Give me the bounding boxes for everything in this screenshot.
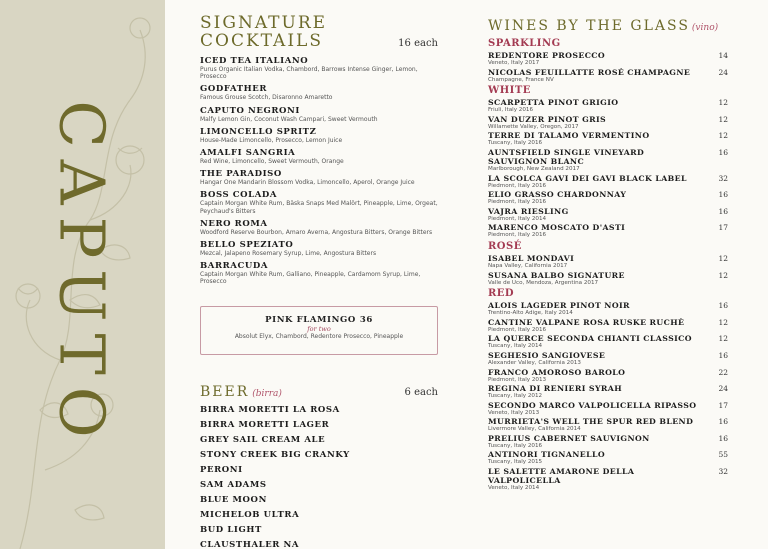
wine-item <box>488 254 728 270</box>
wine-item <box>488 368 728 384</box>
wine-item <box>488 223 728 239</box>
wine-item <box>488 115 728 131</box>
wine-item <box>488 51 728 67</box>
cocktail-name: NERO ROMA <box>200 218 268 229</box>
wine-price: 16 <box>718 350 728 360</box>
wine-price: 12 <box>718 131 728 141</box>
wine-price: 16 <box>718 301 728 311</box>
wine-price: 24 <box>718 384 728 394</box>
cocktail-item <box>200 56 440 80</box>
beer-tag: (birra) <box>252 389 282 399</box>
wine-price: 17 <box>718 400 728 410</box>
cocktail-item <box>200 148 440 165</box>
pink-flamingo-price: 36 <box>359 315 373 325</box>
wine-name: LA QUERCE SECONDA CHIANTI CLASSICO <box>488 334 692 344</box>
wine-name: PRELIUS CABERNET SAUVIGNON <box>488 433 650 443</box>
wine-desc: Veneto, Italy 2017 <box>488 60 540 66</box>
wine-name: LE SALETTE AMARONE DELLA VALPOLICELLA <box>488 467 635 486</box>
wine-name: SECONDO MARCO VALPOLICELLA RIPASSO <box>488 400 697 410</box>
wine-section-label: ROSÉ <box>488 240 522 252</box>
wine-price: 16 <box>718 206 728 216</box>
pink-flamingo-desc: Absolut Elyx, Chambord, Redentore Prosecco, Pineapple <box>234 333 404 340</box>
cocktail-name: BELLO SPEZIATO <box>200 240 294 251</box>
cocktail-desc: Malfy Lemon Gin, Coconut Wash Campari, Sweet Vermouth <box>200 115 378 123</box>
wine-name: NICOLAS FEUILLATTE ROSÉ CHAMPAGNE <box>488 67 691 77</box>
wine-item <box>488 401 728 417</box>
wine-desc: Piedmont, Italy 2016 <box>488 326 547 333</box>
wine-item <box>488 417 728 433</box>
beer-item: BUD LIGHT <box>200 525 262 535</box>
wine-price: 16 <box>718 190 728 200</box>
wine-item <box>488 434 728 450</box>
wine-desc: Alexander Valley, California 2013 <box>488 359 581 366</box>
cocktail-name: GODFATHER <box>200 84 268 95</box>
wine-item <box>488 207 728 223</box>
cocktail-name: CAPUTO NEGRONI <box>200 105 300 116</box>
wine-item <box>488 190 728 206</box>
pink-flamingo-title <box>201 315 437 325</box>
wine-desc: Tuscany, Italy 2016 <box>488 140 543 147</box>
wine-desc: Champagne, France NV <box>488 76 554 83</box>
cocktail-name: BOSS COLADA <box>200 190 278 201</box>
wine-section-label: SPARKLING <box>488 38 561 49</box>
cocktail-desc: Mezcal, Jalapeno Rosemary Syrup, Lime, Angostura Bitters <box>200 250 377 258</box>
beer-item: CLAUSTHALER NA <box>200 540 300 549</box>
wines-heading <box>488 18 718 34</box>
wine-price: 12 <box>718 253 728 263</box>
beer-item: PERONI <box>200 465 243 475</box>
wine-name: MARENCO MOSCATO D'ASTI <box>488 223 626 233</box>
beer-price: 6 each <box>404 387 438 398</box>
wine-item <box>488 174 728 190</box>
beer-item: BIRRA MORETTI LAGER <box>200 420 330 430</box>
signature-cocktails-heading <box>200 14 350 50</box>
heading-line-2: COCKTAILS <box>200 31 323 51</box>
wine-price: 16 <box>718 147 728 157</box>
wine-name: REDENTORE PROSECCO <box>488 51 606 60</box>
wine-item <box>488 318 728 334</box>
cocktail-name: ICED TEA ITALIANO <box>200 56 309 66</box>
wine-item <box>488 450 728 466</box>
wine-name: ELIO GRASSO CHARDONNAY <box>488 190 627 200</box>
wine-desc: Napa Valley, California 2017 <box>488 262 568 269</box>
cocktail-desc: Purus Organic Italian Vodka, Chambord, Barrows Intense Ginger, Lemon, Prosecco <box>200 66 418 81</box>
wine-price: 12 <box>718 98 728 108</box>
brand-logo: CAPUTO <box>45 100 119 450</box>
wine-desc: Tuscany, Italy 2012 <box>488 393 543 400</box>
cocktail-desc: Hangar One Mandarin Blossom Vodka, Limoncello, Aperol, Orange Juice <box>200 179 415 187</box>
wine-desc: Tuscany, Italy 2016 <box>488 442 543 449</box>
pink-flamingo-box <box>200 306 438 355</box>
wine-item <box>488 271 728 287</box>
cocktail-name: THE PARADISO <box>200 169 282 180</box>
wine-desc: Tuscany, Italy 2014 <box>488 343 543 350</box>
wine-desc: Piedmont, Italy 2016 <box>488 199 547 206</box>
beer-item: SAM ADAMS <box>200 480 267 490</box>
wines-tag: (vino) <box>691 23 719 33</box>
cocktail-list <box>200 56 440 290</box>
wine-price: 17 <box>718 223 728 233</box>
wine-desc: Marlborough, New Zealand 2017 <box>488 165 580 172</box>
wine-price: 16 <box>718 417 728 427</box>
wine-price: 14 <box>718 51 728 60</box>
wine-item <box>488 384 728 400</box>
cocktail-item <box>200 240 440 257</box>
brand-sidebar <box>0 0 165 549</box>
wine-name: MURRIETA'S WELL THE SPUR RED BLEND <box>488 417 694 427</box>
wine-price: 32 <box>718 467 728 477</box>
wine-item <box>488 467 728 492</box>
wines-column <box>488 0 728 549</box>
cocktail-desc: Woodford Reserve Bourbon, Amaro Averna, Angostura Bitters, Orange Bitters <box>200 228 433 236</box>
wine-item <box>488 131 728 147</box>
wine-desc: Willamette Valley, Oregon, 2017 <box>488 123 579 130</box>
wine-name: ANTINORI TIGNANELLO <box>488 450 606 460</box>
beer-heading <box>200 384 282 400</box>
cocktail-item <box>200 190 440 214</box>
wine-price: 12 <box>718 317 728 327</box>
wine-price: 12 <box>718 270 728 280</box>
wine-desc: Piedmont, Italy 2016 <box>488 232 547 239</box>
cocktail-desc: Captain Morgan White Rum, Galliano, Pineapple, Cardamom Syrup, Lime, Prosecco <box>200 271 421 286</box>
wine-name: ALOIS LAGEDER PINOT NOIR <box>488 301 630 311</box>
wine-name: VAJRA RIESLING <box>488 206 569 216</box>
cocktails-beer-column <box>200 0 440 549</box>
cocktail-item <box>200 169 440 186</box>
wine-list <box>488 36 728 493</box>
beer-item: GREY SAIL CREAM ALE <box>200 435 326 445</box>
wine-item <box>488 334 728 350</box>
cocktail-item <box>200 84 440 101</box>
cocktail-item <box>200 219 440 236</box>
wine-desc: Tuscany, Italy 2015 <box>488 459 543 466</box>
wine-name: ISABEL MONDAVI <box>488 253 575 263</box>
wine-item <box>488 98 728 114</box>
beer-item: BIRRA MORETTI LA ROSA <box>200 405 340 415</box>
beer-item: STONY CREEK BIG CRANKY <box>200 450 350 460</box>
wine-price: 55 <box>718 450 728 460</box>
heading-line-1: SIGNATURE <box>200 13 328 33</box>
pink-flamingo-sub: for two <box>307 325 331 333</box>
wine-item <box>488 301 728 317</box>
cocktail-name: BARRACUDA <box>200 261 269 272</box>
cocktail-item <box>200 261 440 285</box>
wine-price: 24 <box>718 67 728 77</box>
pink-flamingo-name: PINK FLAMINGO <box>265 315 356 325</box>
cocktail-desc: Famous Grouse Scotch, Disaronno Amaretto <box>200 94 333 102</box>
beer-item: MICHELOB ULTRA <box>200 510 300 520</box>
wine-name: SEGHESIO SANGIOVESE <box>488 350 606 360</box>
beer-title: BEER <box>200 384 250 400</box>
cocktail-desc: Red Wine, Limoncello, Sweet Vermouth, Orange <box>200 158 344 166</box>
wine-name: CANTINE VALPANE ROSA RUSKE RUCHÈ <box>488 317 685 327</box>
wine-name: REGINA DI RENIERI SYRAH <box>488 384 623 394</box>
wines-title: WINES BY THE GLASS <box>488 18 690 34</box>
cocktail-item <box>200 127 440 144</box>
beer-list <box>200 403 440 549</box>
wine-desc: Trentino-Alto Adige, Italy 2014 <box>488 310 573 317</box>
wine-name: FRANCO AMOROSO BAROLO <box>488 367 626 377</box>
wine-section-label: RED <box>488 288 515 300</box>
wine-desc: Valle de Uco, Mendoza, Argentina 2017 <box>488 279 599 286</box>
cocktails-price: 16 each <box>398 38 438 49</box>
wine-section-label: WHITE <box>488 85 531 97</box>
wine-price: 22 <box>718 367 728 377</box>
cocktail-item <box>200 106 440 123</box>
wine-desc: Veneto, Italy 2014 <box>488 485 540 492</box>
cocktail-desc: House-Made Limoncello, Prosecco, Lemon Juice <box>200 136 343 144</box>
wine-desc: Piedmont, Italy 2013 <box>488 376 547 383</box>
wine-name: SUSANA BALBO SIGNATURE <box>488 270 625 280</box>
wine-desc: Piedmont, Italy 2014 <box>488 215 547 222</box>
wine-price: 16 <box>718 433 728 443</box>
wine-name: SCARPETTA PINOT GRIGIO <box>488 98 619 108</box>
wine-price: 12 <box>718 334 728 344</box>
wine-desc: Veneto, Italy 2013 <box>488 409 540 416</box>
wine-desc: Piedmont, Italy 2016 <box>488 182 547 189</box>
wine-name: LA SCOLCA GAVI DEI GAVI BLACK LABEL <box>488 173 687 183</box>
wine-name: AUNTSFIELD SINGLE VINEYARD SAUVIGNON BLANC <box>488 147 645 166</box>
wine-name: TERRE DI TALAMO VERMENTINO <box>488 131 650 141</box>
wine-item <box>488 148 728 173</box>
wine-item <box>488 68 728 84</box>
wine-price: 12 <box>718 114 728 124</box>
cocktail-desc: Captain Morgan White Rum, Bäska Snaps Med Malört, Pineapple, Lime, Orgeat, Peychaud's Bitters <box>200 200 438 215</box>
wine-item <box>488 351 728 367</box>
wine-price: 32 <box>718 173 728 183</box>
wine-desc: Livermore Valley, California 2014 <box>488 426 581 433</box>
cocktail-name: LIMONCELLO SPRITZ <box>200 126 317 137</box>
cocktail-name: AMALFI SANGRIA <box>200 148 296 159</box>
wine-desc: Friuli, Italy 2016 <box>488 107 534 114</box>
beer-item: BLUE MOON <box>200 495 267 505</box>
wine-name: VAN DUZER PINOT GRIS <box>488 114 607 124</box>
